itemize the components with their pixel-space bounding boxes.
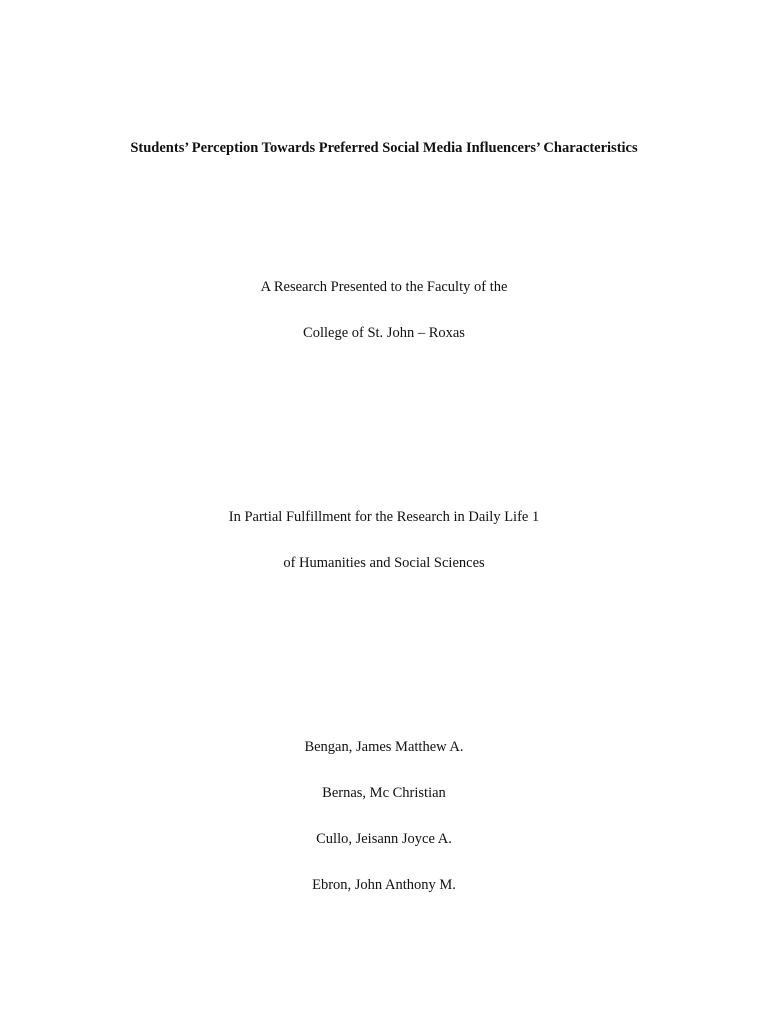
- author-name: Ebron, John Anthony M.: [312, 877, 456, 893]
- presented-to-line-2: College of St. John – Roxas: [303, 325, 465, 341]
- document-title: Students’ Perception Towards Preferred Social Media Influencers’ Characteristics: [130, 140, 638, 156]
- fulfillment-line-2: of Humanities and Social Sciences: [283, 555, 485, 571]
- fulfillment-line-1: In Partial Fulfillment for the Research in Daily Life 1: [228, 509, 540, 525]
- author-name: Bernas, Mc Christian: [322, 785, 446, 801]
- presented-to-line-1: A Research Presented to the Faculty of the: [260, 279, 508, 295]
- author-name: Bengan, James Matthew A.: [304, 739, 464, 755]
- author-name: Cullo, Jeisann Joyce A.: [316, 831, 452, 847]
